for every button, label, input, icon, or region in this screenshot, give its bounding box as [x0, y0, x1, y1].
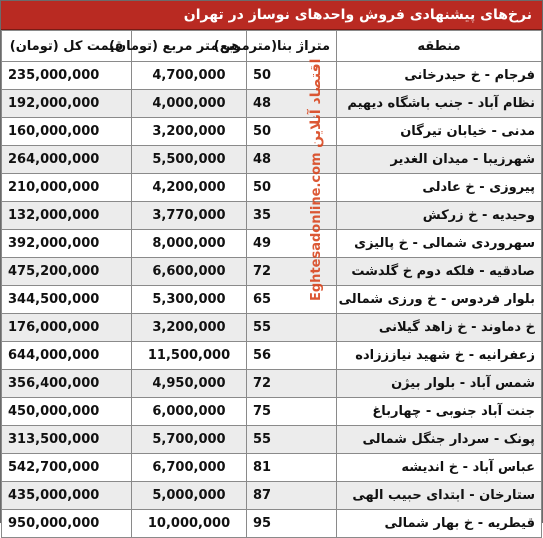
- cell-region: خ دماوند - خ زاهد گیلانی: [337, 314, 542, 342]
- cell-total-price: 950,000,000: [2, 510, 132, 538]
- watermark: [308, 53, 324, 301]
- cell-total-price: 176,000,000: [2, 314, 132, 342]
- cell-total-price: 132,000,000: [2, 202, 132, 230]
- cell-price-per-m2: 10,000,000: [132, 510, 247, 538]
- cell-region: جنت آباد جنوبی - چهارباغ: [337, 398, 542, 426]
- cell-area: 72: [247, 258, 337, 286]
- cell-price-per-m2: 4,700,000: [132, 62, 247, 90]
- cell-region: قیطریه - خ بهار شمالی: [337, 510, 542, 538]
- cell-price-per-m2: 4,200,000: [132, 174, 247, 202]
- cell-price-per-m2: 6,000,000: [132, 398, 247, 426]
- cell-price-per-m2: 3,200,000: [132, 118, 247, 146]
- cell-total-price: 542,700,000: [2, 454, 132, 482]
- cell-total-price: 264,000,000: [2, 146, 132, 174]
- table-row: [2, 202, 542, 230]
- cell-total-price: 644,000,000: [2, 342, 132, 370]
- cell-region: فرجام - خ حیدرخانی: [337, 62, 542, 90]
- cell-area: 56: [247, 342, 337, 370]
- table-row: [2, 398, 542, 426]
- cell-area: 50: [247, 62, 337, 90]
- cell-price-per-m2: 8,000,000: [132, 230, 247, 258]
- cell-area: 75: [247, 398, 337, 426]
- cell-area: 49: [247, 230, 337, 258]
- table-body: [2, 62, 542, 538]
- cell-price-per-m2: 6,600,000: [132, 258, 247, 286]
- table-row: [2, 286, 542, 314]
- cell-area: 35: [247, 202, 337, 230]
- cell-area: 50: [247, 118, 337, 146]
- cell-total-price: 235,000,000: [2, 62, 132, 90]
- cell-area: 87: [247, 482, 337, 510]
- cell-region: عباس آباد - خ اندیشه: [337, 454, 542, 482]
- cell-region: صادقیه - فلکه دوم خ گلدشت: [337, 258, 542, 286]
- cell-total-price: 160,000,000: [2, 118, 132, 146]
- header-total-price: قیمت کل (تومان): [2, 31, 132, 62]
- watermark-url: Eghtesadonline.com: [309, 152, 324, 301]
- cell-area: 48: [247, 90, 337, 118]
- cell-area: 65: [247, 286, 337, 314]
- cell-total-price: 344,500,000: [2, 286, 132, 314]
- table-row: [2, 258, 542, 286]
- cell-price-per-m2: 3,770,000: [132, 202, 247, 230]
- cell-price-per-m2: 4,000,000: [132, 90, 247, 118]
- cell-total-price: 356,400,000: [2, 370, 132, 398]
- cell-total-price: 210,000,000: [2, 174, 132, 202]
- table-row: [2, 342, 542, 370]
- table-row: [2, 230, 542, 258]
- cell-area: 95: [247, 510, 337, 538]
- header-area: متراژ بنا(مترمربع): [247, 31, 337, 62]
- table-row: [2, 314, 542, 342]
- cell-price-per-m2: 4,950,000: [132, 370, 247, 398]
- cell-region: شمس آباد - بلوار بیژن: [337, 370, 542, 398]
- cell-price-per-m2: 5,500,000: [132, 146, 247, 174]
- table-row: [2, 454, 542, 482]
- cell-price-per-m2: 5,700,000: [132, 426, 247, 454]
- cell-area: 72: [247, 370, 337, 398]
- cell-area: 81: [247, 454, 337, 482]
- cell-region: ستارخان - ابتدای حبیب الهی: [337, 482, 542, 510]
- watermark-logo: اقتصاد آنلاین: [308, 58, 324, 148]
- cell-total-price: 392,000,000: [2, 230, 132, 258]
- cell-region: سهروردی شمالی - خ پالیزی: [337, 230, 542, 258]
- header-row: [2, 31, 542, 62]
- table-row: [2, 174, 542, 202]
- cell-price-per-m2: 5,000,000: [132, 482, 247, 510]
- table-row: [2, 90, 542, 118]
- cell-area: 48: [247, 146, 337, 174]
- cell-total-price: 435,000,000: [2, 482, 132, 510]
- cell-price-per-m2: 6,700,000: [132, 454, 247, 482]
- cell-region: پیروزی - خ عادلی: [337, 174, 542, 202]
- cell-price-per-m2: 5,300,000: [132, 286, 247, 314]
- cell-region: زعفرانیه - خ شهید نیازززاده: [337, 342, 542, 370]
- table-row: [2, 146, 542, 174]
- table-row: [2, 482, 542, 510]
- table-row: [2, 62, 542, 90]
- cell-total-price: 192,000,000: [2, 90, 132, 118]
- price-table: [1, 30, 542, 538]
- cell-region: مدنی - خیابان تیرگان: [337, 118, 542, 146]
- cell-area: 50: [247, 174, 337, 202]
- cell-total-price: 475,200,000: [2, 258, 132, 286]
- table-row: [2, 118, 542, 146]
- cell-region: پونک - سردار جنگل شمالی: [337, 426, 542, 454]
- cell-total-price: 313,500,000: [2, 426, 132, 454]
- cell-region: بلوار فردوس - خ ورزی شمالی: [337, 286, 542, 314]
- cell-total-price: 450,000,000: [2, 398, 132, 426]
- table-row: [2, 370, 542, 398]
- table-row: [2, 426, 542, 454]
- cell-price-per-m2: 11,500,000: [132, 342, 247, 370]
- header-price-per-m2: هر متر مربع (تومان): [132, 31, 247, 62]
- header-region: منطقه: [337, 31, 542, 62]
- cell-price-per-m2: 3,200,000: [132, 314, 247, 342]
- table-row: [2, 510, 542, 538]
- cell-region: نظام آباد - جنب باشگاه دیهیم: [337, 90, 542, 118]
- cell-area: 55: [247, 314, 337, 342]
- cell-region: وحیدیه - خ زرکش: [337, 202, 542, 230]
- table-title: نرخ‌های پیشنهادی فروش واحدهای نوساز در تهران: [1, 1, 542, 30]
- cell-region: شهرزیبا - میدان الغدیر: [337, 146, 542, 174]
- cell-area: 55: [247, 426, 337, 454]
